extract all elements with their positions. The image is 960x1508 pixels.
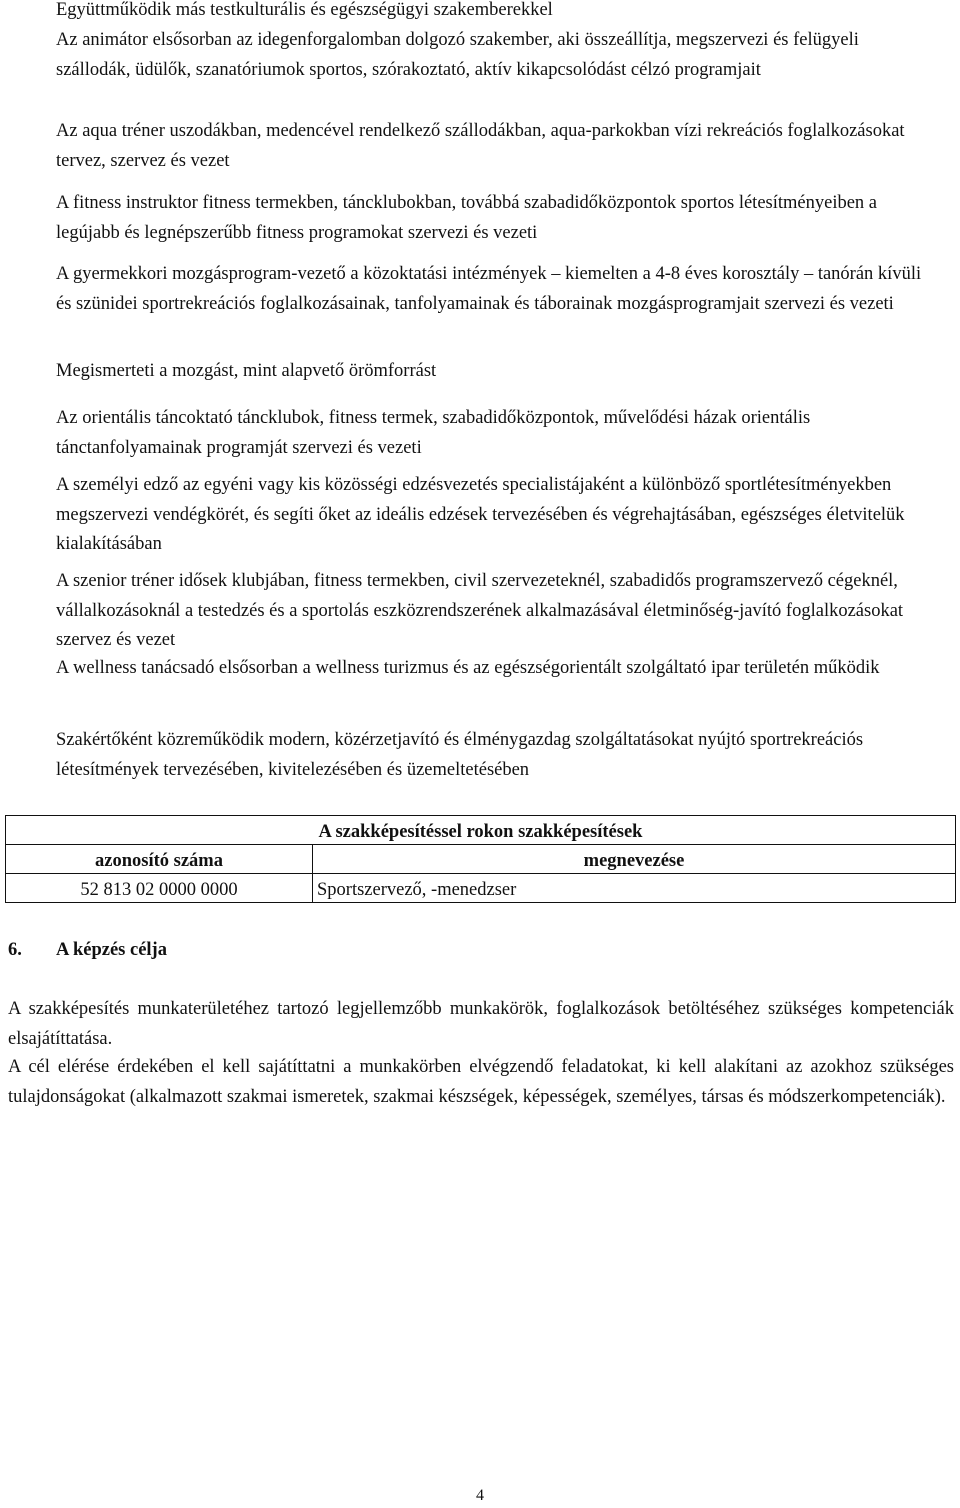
table-header-row (6, 845, 956, 874)
section-heading (8, 936, 167, 965)
paragraph-goal-2: A cél elérése érdekében el kell sajátíttatni a munkakörben elvégzendő feladatokat, ki kell alakítani az azokhoz szükséges tulajdonságokat (alkalmazott szakmai ismeretek, szakmai készségek, képességek, személyes, társas és módszerkompetenciák). (8, 1057, 954, 1107)
paragraph-goal-1: A szakképesítés munkaterületéhez tartozó legjellemzőbb munkakörök, foglalkozások betöltéséhez szükséges kompetenciák elsajátíttatása. (8, 999, 954, 1049)
column-header-name: megnevezése (313, 845, 956, 874)
section-number: 6. (8, 940, 22, 960)
section-title: A képzés célja (56, 940, 167, 960)
related-qualifications-table (5, 815, 956, 903)
cell-qualification-name: Sportszervező, -menedzser (313, 874, 956, 903)
table-title-row (6, 816, 956, 845)
table-row (6, 874, 956, 903)
column-header-id: azonosító száma (6, 845, 313, 874)
paragraph-animator: Az animátor elsősorban az idegenforgalomban dolgozó szakember, aki összeállítja, megszervezi és felügyeli szállodák, üdülők, szanatóriumok sportos, szórakoztató, aktív kikapcsolódást célzó programjait (56, 30, 859, 80)
paragraph-personal-trainer: A személyi edző az egyéni vagy kis közösségi edzésvezetés specialistájaként a különböző sportlétesítményekben megszervezi vendégkörét, és segíti őket az ideális edzések tervezésében és végrehajtásában, egészséges életvitelük kialakításában (56, 475, 905, 554)
cell-qualification-id: 52 813 02 0000 0000 (6, 874, 313, 903)
table-title: A szakképesítéssel rokon szakképesítések (6, 816, 956, 845)
paragraph-fitness-instructor: A fitness instruktor fitness termekben, táncklubokban, továbbá szabadidőközpontok sportos létesítményeiben a legújabb és legnépszerűbb fitness programokat szervezi és vezeti (56, 193, 878, 243)
paragraph-cooperation: Együttműködik más testkulturális és egészségügyi szakemberekkel (56, 0, 553, 20)
page-number: 4 (476, 1487, 484, 1504)
paragraph-child-movement: A gyermekkori mozgásprogram-vezető a közoktatási intézmények – kiemelten a 4-8 éves korosztály – tanórán kívüli és szünidei sportrekreációs foglalkozásainak, tanfolyamainak és táborainak mozgásprogramjait szervezi és vezeti (56, 264, 922, 314)
paragraph-joy-of-movement: Megismerteti a mozgást, mint alapvető örömforrást (56, 361, 437, 381)
paragraph-expert: Szakértőként közreműködik modern, közérzetjavító és élménygazdag szolgáltatásokat nyújtó sportrekreációs létesítmények tervezésében, kivitelezésében és üzemeltetésében (56, 730, 864, 780)
paragraph-wellness-advisor: A wellness tanácsadó elsősorban a wellness turizmus és az egészségorientált szolgáltató ipar területén működik (56, 658, 880, 678)
paragraph-senior-trainer: A szenior tréner idősek klubjában, fitness termekben, civil szervezeteknél, szabadidős programszervező cégeknél, vállalkozásoknál a testedzés és a sportolás eszközrendszerének alkalmazásával életminőség-javító foglalkozásokat szervez és vezet (56, 571, 904, 650)
paragraph-aqua-trainer: Az aqua tréner uszodákban, medencével rendelkező szállodákban, aqua-parkokban vízi rekreációs foglalkozásokat tervez, szervez és vezet (56, 121, 905, 171)
paragraph-oriental-dance: Az orientális táncoktató táncklubok, fitness termek, szabadidőközpontok, művelődési házak orientális tánctanfolyamainak programját szervezi és vezeti (56, 408, 811, 458)
